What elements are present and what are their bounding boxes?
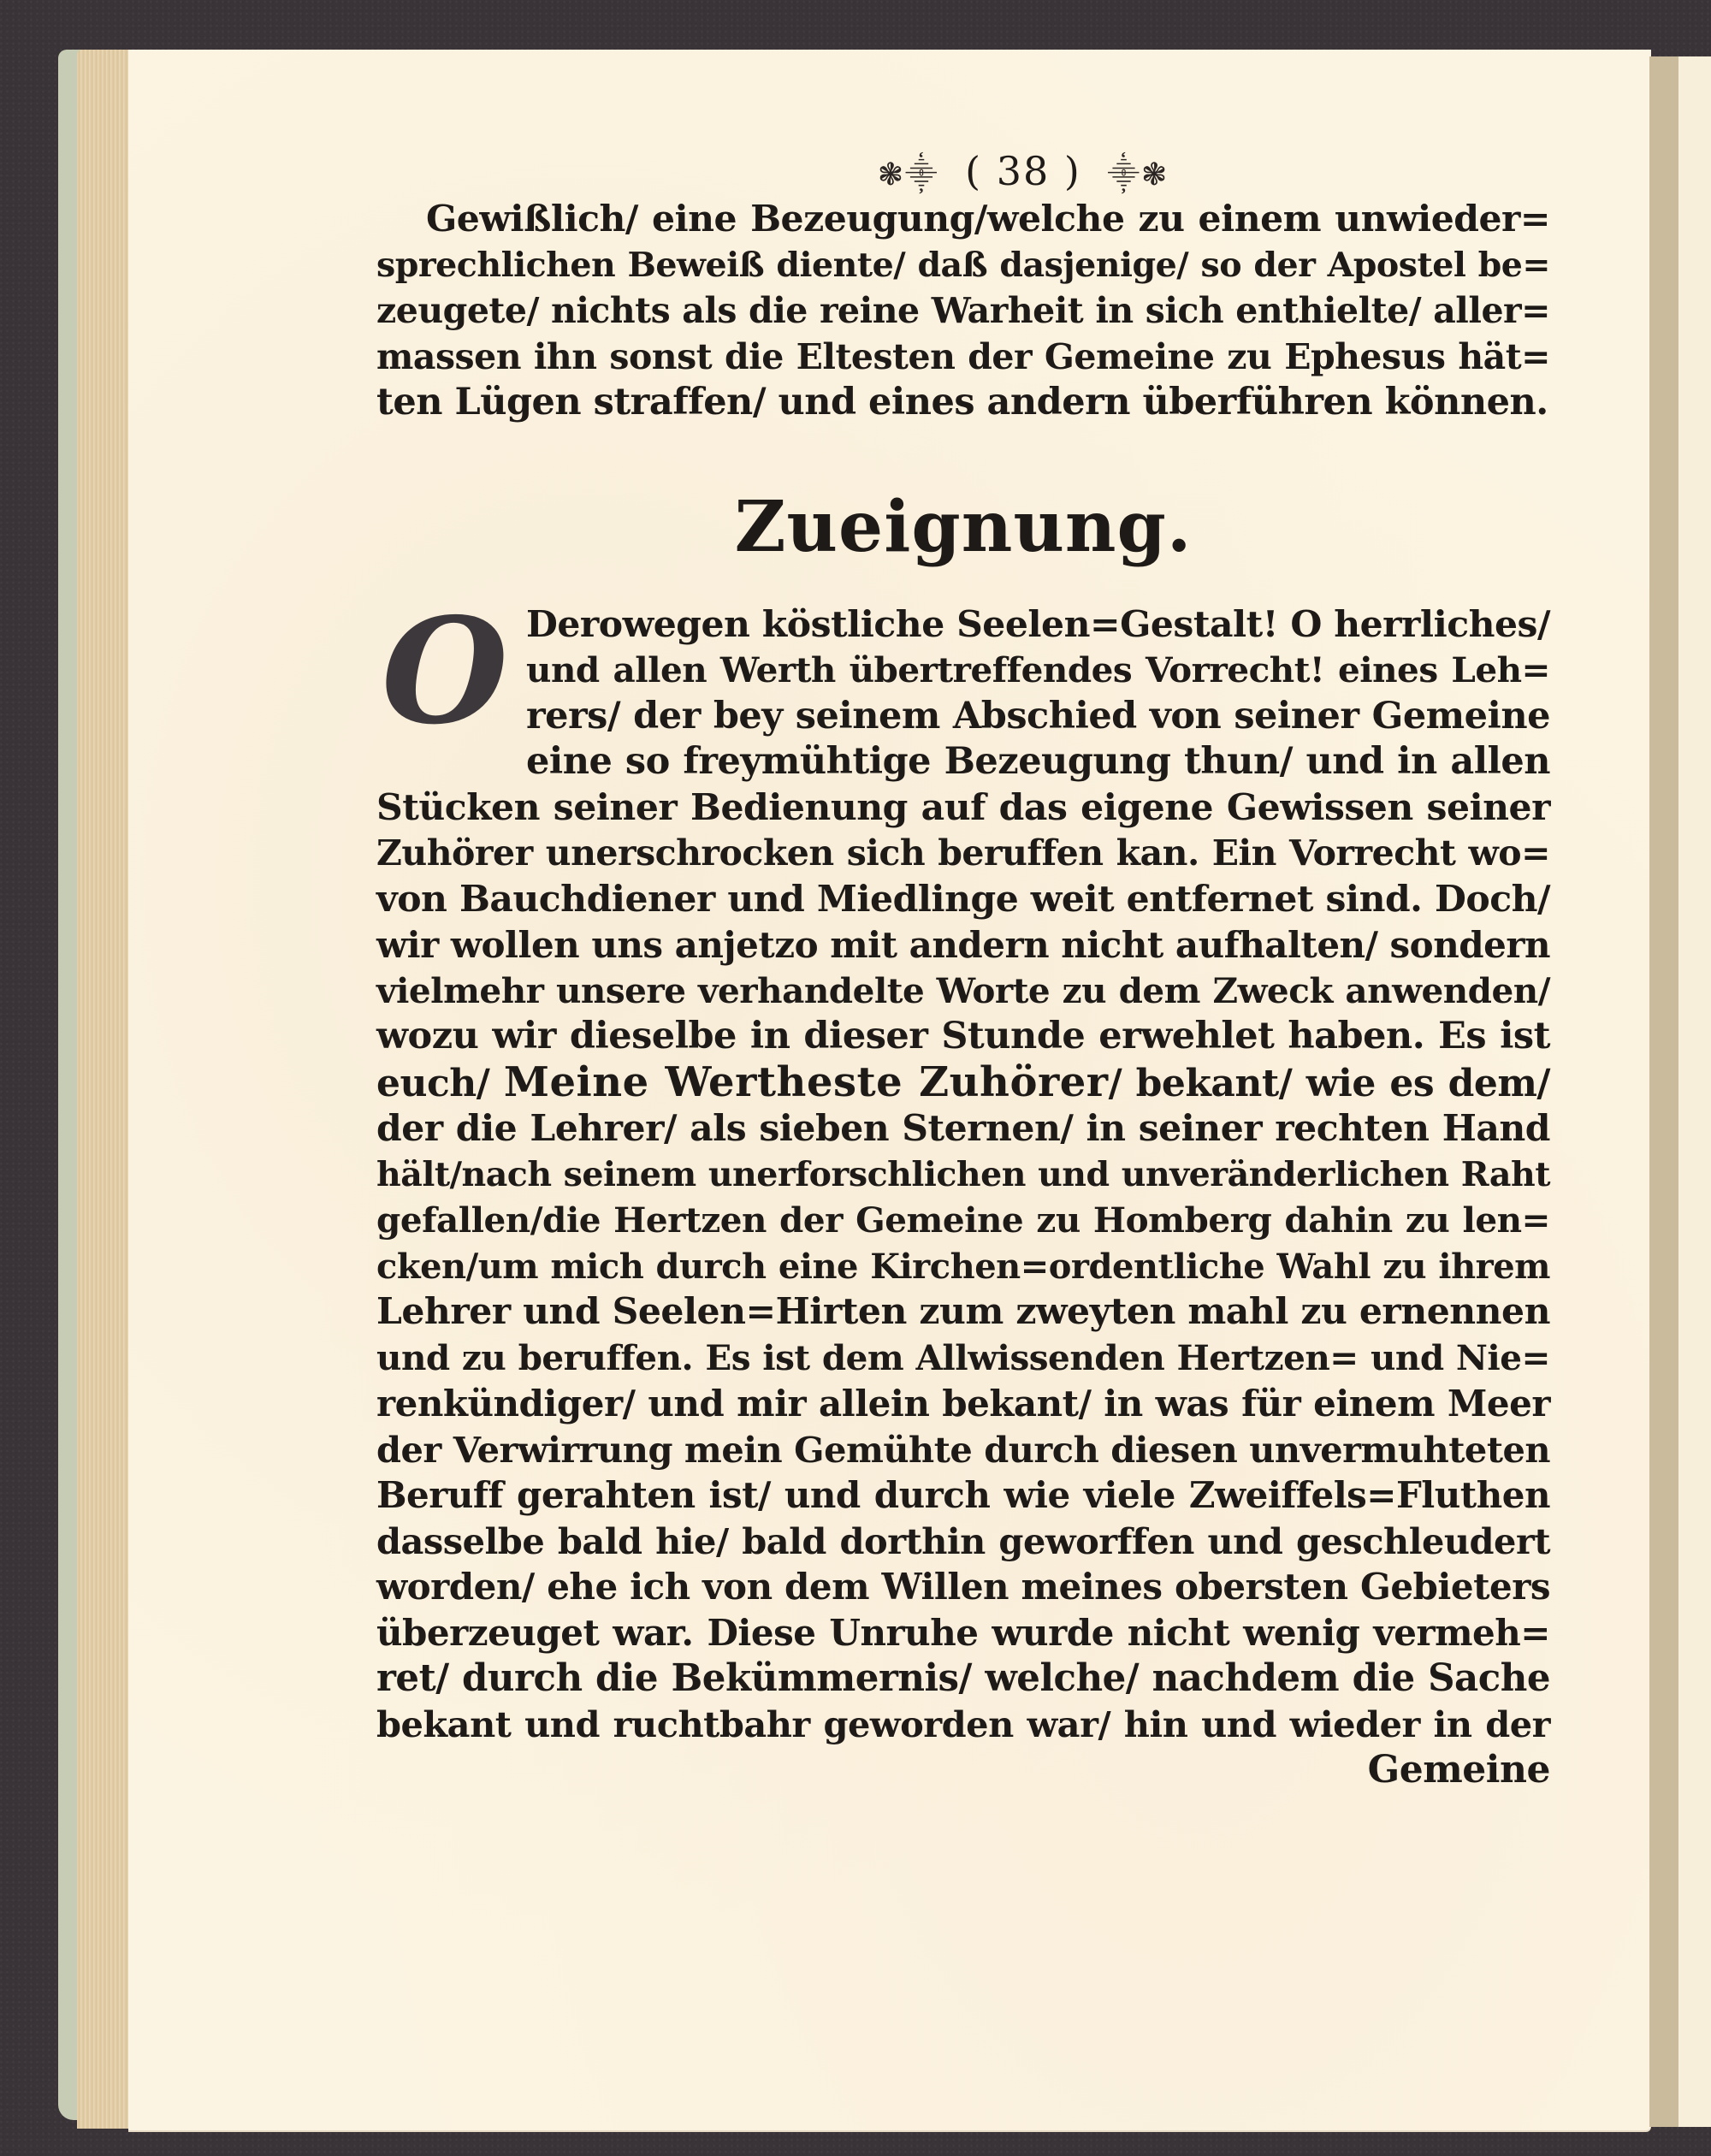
- text-line: Beruff gerahten ist/ und durch wie viele Zweiffels=Fluthen: [376, 1474, 1550, 1516]
- text-fragment: / bekant/ wie es dem/: [1108, 1061, 1550, 1105]
- catchword: Gemeine: [1367, 1748, 1550, 1792]
- text-line: eine so freymühtige Bezeugung thun/ und in allen: [526, 740, 1550, 783]
- text-line: Lehrer und Seelen=Hirten zum zweyten mahl zu ernennen: [376, 1290, 1550, 1333]
- paragraph-2: [376, 585, 1551, 1793]
- flower-ornament-left-icon: ❃⸎: [877, 157, 939, 192]
- text-line: ret/ durch die Bekümmernis/ welche/ nachdem die Sache: [376, 1656, 1550, 1700]
- facing-page-edge: [1678, 56, 1711, 2127]
- text-line: zeugete/ nichts als die reine Warheit in sich enthielte/ aller=: [376, 290, 1550, 331]
- text-line: der die Lehrer/ als sieben Sternen/ in seiner rechten Hand: [376, 1107, 1550, 1150]
- text-line: rers/ der bey seinem Abschied von seiner Gemeine: [526, 694, 1550, 737]
- text-line-with-emphasis: [376, 1057, 1550, 1107]
- text-line: sprechlichen Beweiß diente/ daß dasjenige/ so der Apostel be=: [376, 245, 1550, 285]
- text-line: bekant und ruchtbahr geworden war/ hin und wieder in der: [376, 1703, 1550, 1745]
- flower-ornament-right-icon: ⸎❃: [1107, 157, 1169, 192]
- text-line: überzeuget war. Diese Unruhe wurde nicht wenig vermeh=: [376, 1611, 1550, 1654]
- text-line: Derowegen köstliche Seelen=Gestalt! O herrliches/: [526, 602, 1550, 646]
- ornamental-initial-o-icon: O: [381, 585, 509, 757]
- text-line: wozu wir dieselbe in dieser Stunde erwehlet haben. Es ist: [376, 1015, 1550, 1057]
- text-line: cken/um mich durch eine Kirchen=ordentliche Wahl zu ihrem: [376, 1246, 1550, 1287]
- text-line: dasselbe bald hie/ bald dorthin geworffen und geschleudert: [376, 1519, 1550, 1562]
- text-line: hält/nach seinem unerforschlichen und unveränderlichen Raht: [376, 1154, 1550, 1194]
- section-heading: Zueignung.: [734, 485, 1193, 568]
- text-line: gefallen/die Hertzen der Gemeine zu Homberg dahin zu len=: [376, 1199, 1550, 1241]
- text-line: worden/ ehe ich von dem Willen meines obersten Gebieters: [376, 1566, 1550, 1608]
- text-line: der Verwirrung mein Gemühte durch diesen unvermuhteten: [376, 1428, 1551, 1471]
- text-line: wir wollen uns anjetzo mit andern nicht aufhalten/ sondern: [376, 924, 1550, 966]
- paragraph-1: [376, 197, 1550, 426]
- text-line: vielmehr unsere verhandelte Worte zu dem Zweck anwenden/: [376, 969, 1550, 1011]
- text-line: Stücken seiner Bedienung auf das eigene Gewissen seiner: [376, 785, 1550, 829]
- text-fragment: euch/: [376, 1061, 504, 1105]
- emphasized-address: Meine Wertheste Zuhörer: [503, 1057, 1109, 1106]
- text-line: ten Lügen straffen/ und eines andern überführen können.: [376, 381, 1548, 424]
- book-gutter: [1649, 56, 1678, 2127]
- page-header: [496, 145, 1550, 197]
- text-line: massen ihn sonst die Eltesten der Gemeine zu Ephesus hät=: [376, 335, 1550, 377]
- text-line: von Bauchdiener und Miedlinge weit entfernet sind. Doch/: [376, 877, 1550, 921]
- text-line: und zu beruffen. Es ist dem Allwissenden Hertzen= und Nie=: [376, 1336, 1550, 1378]
- text-line: Gewißlich/ eine Bezeugung/welche zu einem unwieder=: [426, 198, 1550, 240]
- text-line: Zuhörer unerschrocken sich beruffen kan. Ein Vorrecht wo=: [376, 832, 1550, 874]
- text-line: renkündiger/ und mir allein bekant/ in was für einem Meer: [376, 1383, 1550, 1424]
- text-line: und allen Werth übertreffendes Vorrecht! eines Leh=: [526, 649, 1550, 690]
- text-block: [376, 145, 1550, 1793]
- page-number: ( 38 ): [965, 148, 1081, 194]
